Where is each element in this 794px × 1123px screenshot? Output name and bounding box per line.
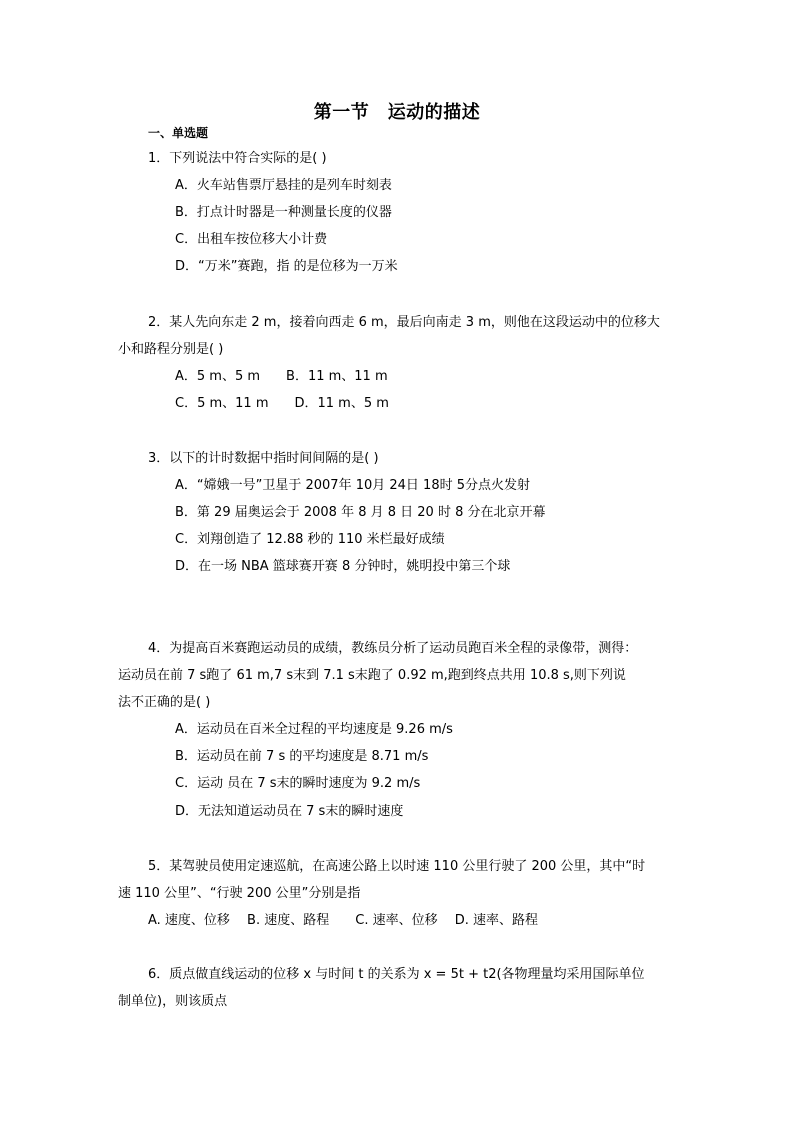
question-3-option-a: A．“嫦娥一号”卫星于 2007年 10月 24日 18时 5分点火发射 — [175, 478, 531, 493]
question-1-stem: 1．下列说法中符合实际的是( ) — [148, 151, 327, 166]
question-2-options-row-2: C．5 m、11 m D．11 m、5 m — [175, 396, 389, 411]
page-title: 第一节 运动的描述 — [313, 102, 481, 123]
question-3-option-d: D．在一场 NBA 篮球赛开赛 8 分钟时，姚明投中第三个球 — [175, 559, 511, 574]
question-3-option-b: B．第 29 届奥运会于 2008 年 8 月 8 日 20 时 8 分在北京开幕 — [175, 505, 546, 520]
question-4-option-a: A．运动员在百米全过程的平均速度是 9.26 m/s — [175, 722, 453, 737]
question-6-stem-line-1: 6．质点做直线运动的位移 x 与时间 t 的关系为 x = 5t + t2(各物理量均采用国际单位 — [148, 967, 645, 982]
question-2-stem-line-2: 小和路程分别是( ) — [118, 342, 224, 357]
question-3-option-c: C．刘翔创造了 12.88 秒的 110 米栏最好成绩 — [175, 532, 445, 547]
question-4-option-d: D．无法知道运动员在 7 s末的瞬时速度 — [175, 804, 404, 819]
question-1-option-b: B．打点计时器是一种测量长度的仪器 — [175, 205, 392, 220]
question-1-option-d: D．“万米”赛跑，指 的是位移为一万米 — [175, 259, 398, 274]
question-5-options: A. 速度、位移 B. 速度、路程 C. 速率、位移 D. 速率、路程 — [148, 913, 538, 928]
section-heading: 一、单选题 — [148, 126, 209, 140]
question-5-stem-line-2: 速 110 公里”、“行驶 200 公里”分别是指 — [118, 886, 361, 901]
question-1-option-a: A．火车站售票厅悬挂的是列车时刻表 — [175, 178, 392, 193]
question-5-stem-line-1: 5．某驾驶员使用定速巡航，在高速公路上以时速 110 公里行驶了 200 公里，其中“时 — [148, 859, 646, 874]
question-2-stem-line-1: 2．某人先向东走 2 m，接着向西走 6 m，最后向南走 3 m，则他在这段运动中的位移大 — [148, 315, 660, 330]
question-4-stem-line-3: 法不正确的是( ) — [118, 695, 211, 710]
question-1-option-c: C．出租车按位移大小计费 — [175, 232, 328, 247]
question-4-option-b: B．运动员在前 7 s 的平均速度是 8.71 m/s — [175, 749, 429, 764]
question-6-stem-line-2: 制单位)，则该质点 — [118, 994, 228, 1009]
question-4-stem-line-2: 运动员在前 7 s跑了 61 m,7 s末到 7.1 s末跑了 0.92 m,跑到终点共用 10.8 s,则下列说 — [118, 668, 626, 683]
question-4-option-c: C．运动 员在 7 s末的瞬时速度为 9.2 m/s — [175, 776, 421, 791]
question-4-stem-line-1: 4．为提高百米赛跑运动员的成绩，教练员分析了运动员跑百米全程的录像带，测得： — [148, 641, 638, 656]
question-2-options-row-1: A．5 m、5 m B．11 m、11 m — [175, 369, 388, 384]
question-3-stem: 3．以下的计时数据中指时间间隔的是( ) — [148, 451, 379, 466]
